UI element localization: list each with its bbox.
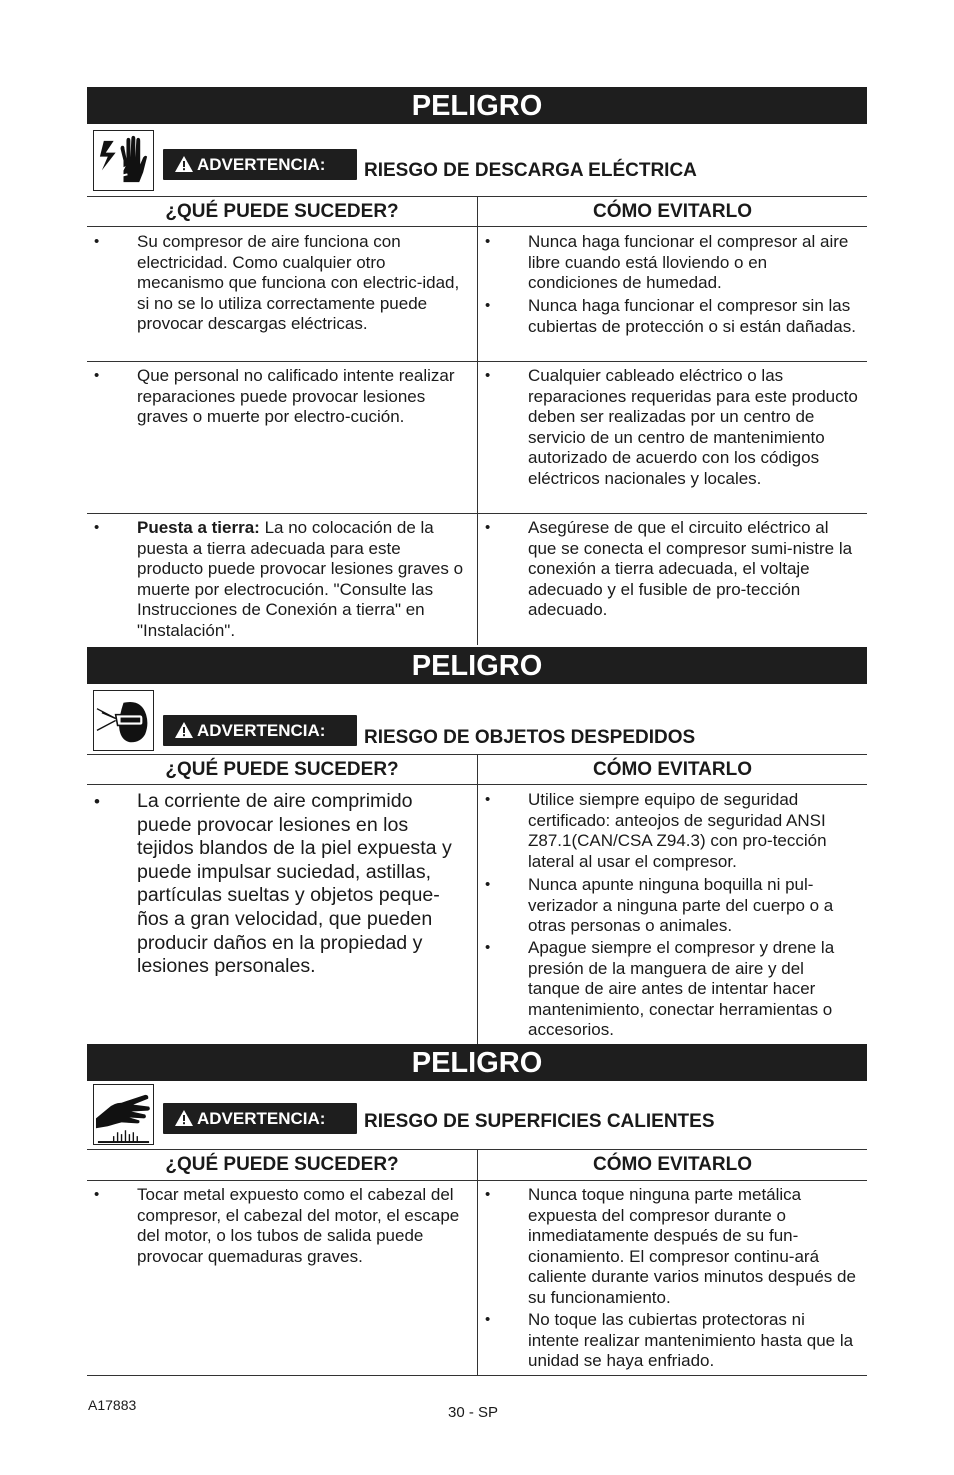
- divider: [87, 513, 867, 514]
- bullet: •: [485, 233, 491, 250]
- advertencia-badge-3: [163, 1103, 357, 1134]
- hazard-text: Su compresor de aire funciona con electricidad. Como cualquier otro mecanismo que funciona con electric-idad, si no se lo utiliza correctamente puede provocar descargas eléctricas.: [137, 232, 460, 334]
- column-divider: [477, 196, 478, 645]
- safety-goggles-icon: [93, 690, 154, 751]
- bullet: •: [485, 367, 491, 384]
- warning-triangle-icon: [175, 156, 193, 172]
- hazard-bold-label: Puesta a tierra:: [137, 518, 260, 537]
- document-code: A17883: [88, 1397, 137, 1413]
- advertencia-badge-1: [163, 149, 357, 180]
- peligro-banner-3: PELIGRO: [87, 1044, 867, 1081]
- bullet: •: [94, 792, 100, 811]
- col-header-right: CÓMO EVITARLO: [592, 1154, 753, 1175]
- prevention-text: Apague siempre el compresor y drene la presión de la manguera de aire y del tanque de aire antes de intentar hacer mantenimiento, conectar herramientas o accesorios.: [528, 938, 835, 1040]
- risk-title-3: RIESGO DE SUPERFICIES CALIENTES: [364, 1111, 715, 1132]
- bullet: •: [485, 1186, 491, 1203]
- hazard-text: Tocar metal expuesto como el cabezal del compresor, el cabezal del motor, el escape del motor, o los tubos de salida puede provocar quemaduras graves.: [137, 1185, 460, 1266]
- advertencia-label: ADVERTENCIA:: [197, 1109, 326, 1128]
- column-divider: [477, 1149, 478, 1375]
- advertencia-badge-2: [163, 715, 357, 746]
- bullet: •: [485, 939, 491, 956]
- prevention-text: Utilice siempre equipo de seguridad certificado: anteojos de seguridad ANSI Z87.1(CAN/CSA Z94.3) con pro-tección lateral al usar el compresor.: [528, 790, 827, 871]
- hazard-text: La corriente de aire comprimido puede provocar lesiones en los tejidos blandos de la piel expuesta y puede impulsar suciedad, astillas, partículas sueltas y objetos peque-ños a gran velocidad, que pueden producir daños en la propiedad y lesiones personales.: [137, 790, 452, 978]
- advertencia-label: ADVERTENCIA:: [197, 721, 326, 740]
- peligro-banner-2: PELIGRO: [87, 647, 867, 684]
- bullet: •: [485, 519, 491, 536]
- bullet: •: [485, 297, 491, 314]
- bullet: •: [485, 1311, 491, 1328]
- page-number: 30 - SP: [448, 1404, 499, 1421]
- col-header-right: CÓMO EVITARLO: [592, 201, 753, 222]
- risk-title-1: RIESGO DE DESCARGA ELÉCTRICA: [364, 160, 697, 181]
- col-header-right: CÓMO EVITARLO: [592, 759, 753, 780]
- bullet: •: [485, 876, 491, 893]
- bullet: •: [94, 233, 100, 250]
- divider: [87, 361, 867, 362]
- col-header-left: ¿QUÉ PUEDE SUCEDER?: [165, 759, 399, 780]
- bullet: •: [94, 519, 100, 536]
- advertencia-label: ADVERTENCIA:: [197, 155, 326, 174]
- bullet: •: [485, 791, 491, 808]
- warning-triangle-icon: [175, 722, 193, 738]
- bullet: •: [94, 367, 100, 384]
- prevention-text: Asegúrese de que el circuito eléctrico al que se conecta el compresor sumi-nistre la conexión a tierra adecuada, el voltaje adecuado y el fusible de pro-tección adecuado.: [528, 518, 853, 620]
- col-header-left: ¿QUÉ PUEDE SUCEDER?: [165, 201, 399, 222]
- prevention-text: Nunca haga funcionar el compresor sin las cubiertas de protección o si están dañadas.: [528, 296, 856, 336]
- hazard-text: Que personal no calificado intente realizar reparaciones puede provocar lesiones graves o muerte por electro-cución.: [137, 366, 455, 427]
- divider: [87, 1375, 867, 1376]
- prevention-text: Nunca haga funcionar el compresor al aire libre cuando está lloviendo o en condiciones de humedad.: [528, 232, 849, 293]
- risk-title-2: RIESGO DE OBJETOS DESPEDIDOS: [364, 727, 696, 748]
- peligro-banner-1: PELIGRO: [87, 87, 867, 124]
- bullet: •: [94, 1186, 100, 1203]
- prevention-text: Cualquier cableado eléctrico o las reparaciones requeridas para este producto deben ser realizadas por un centro de servicio de un centro de mantenimiento autorizado de acuerdo con los códigos eléctricos nacionales y locales.: [528, 366, 858, 488]
- column-divider: [477, 754, 478, 1044]
- prevention-text: Nunca apunte ninguna boquilla ni pul-verizador a ninguna parte del cuerpo o a otras personas o animales.: [528, 875, 834, 936]
- col-header-left: ¿QUÉ PUEDE SUCEDER?: [165, 1154, 399, 1175]
- warning-triangle-icon: [175, 1110, 193, 1126]
- electric-shock-icon: [93, 130, 154, 191]
- prevention-text: Nunca toque ninguna parte metálica expuesta del compresor durante o inmediatamente después de su fun-cionamiento. El compresor continu-ará caliente durante varios minutos después de su funcionamiento.: [528, 1185, 856, 1307]
- hazard-text-rest: La no colocación de la puesta a tierra adecuada para este producto puede provocar lesiones graves o muerte por electrocución. "Consulte las Instrucciones de Conexión a tierra" en "Instalación".: [137, 518, 464, 640]
- hazard-text: [137, 518, 467, 642]
- hot-surface-icon: [93, 1084, 154, 1145]
- prevention-text: No toque las cubiertas protectoras ni intente realizar mantenimiento hasta que la unidad se haya enfriado.: [528, 1310, 854, 1371]
